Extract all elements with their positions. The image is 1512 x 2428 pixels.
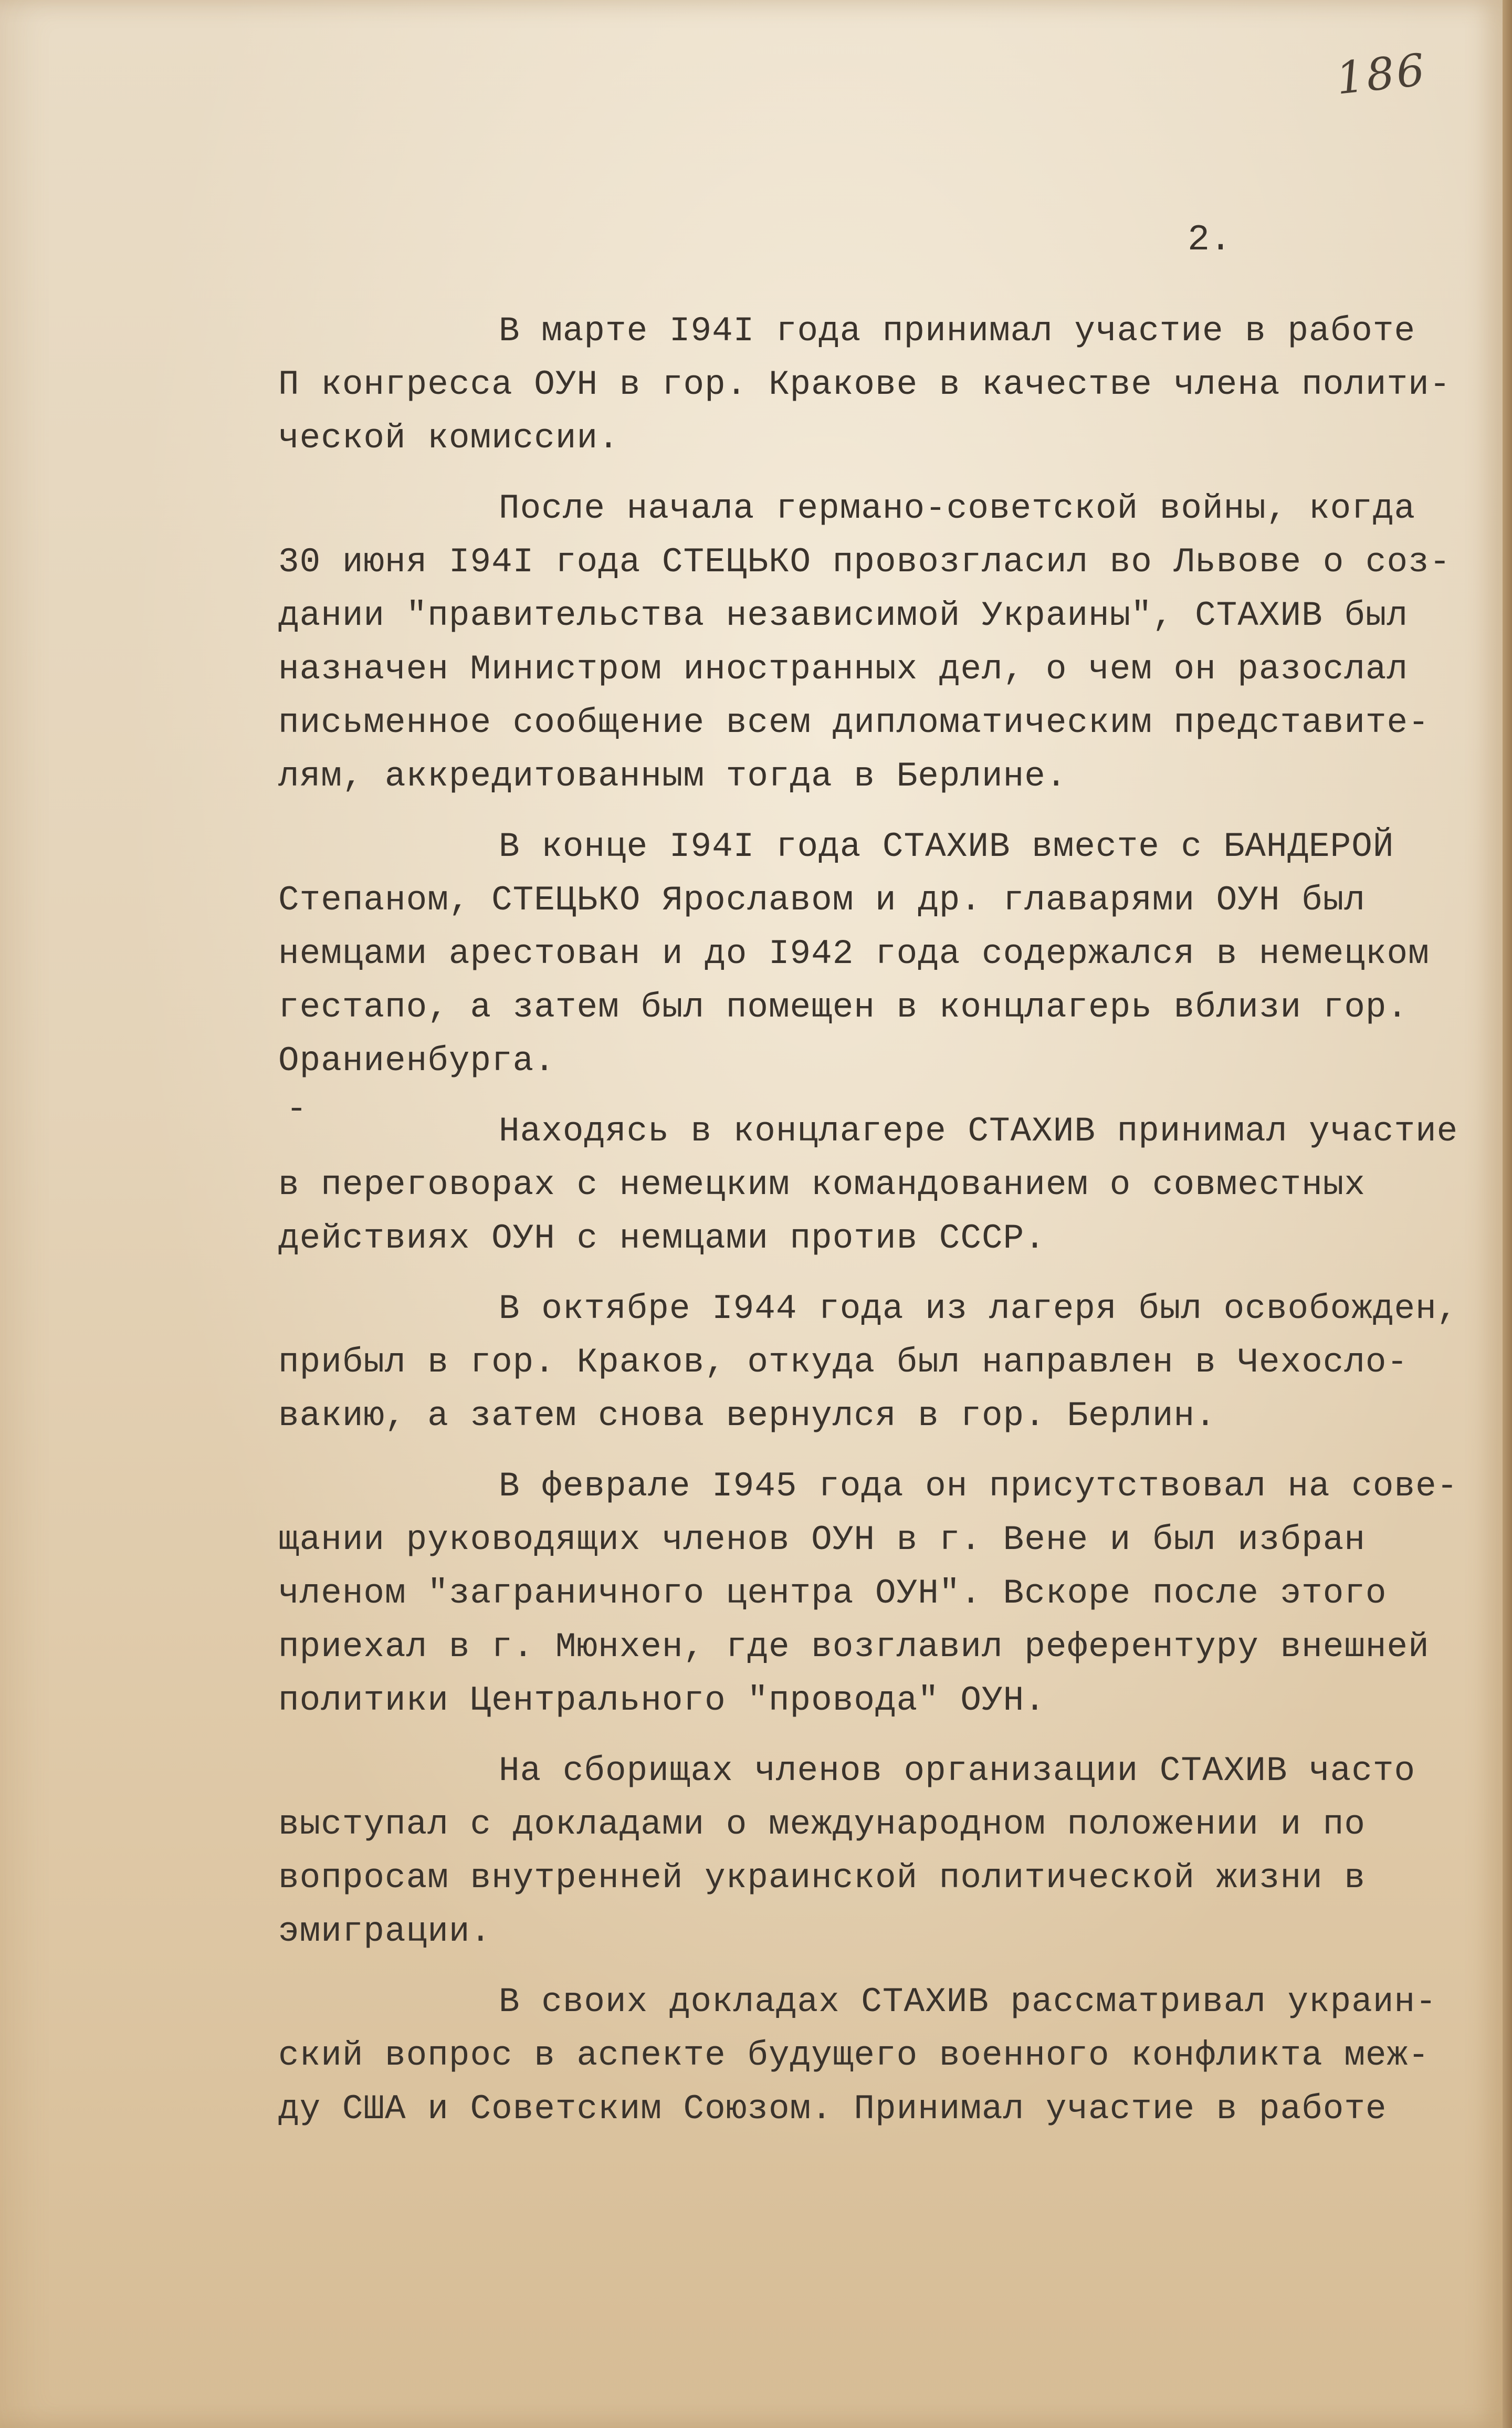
text-line: В феврале I945 года он присутствовал на сове- (499, 1467, 1458, 1506)
text-line: П конгресса ОУН в гор. Кракове в качестве члена полити- (278, 365, 1451, 404)
text-line: 30 июня I94I года СТЕЦЬКО провозгласил во Львове о соз- (278, 542, 1451, 582)
paragraph (278, 482, 1486, 803)
text-line: в переговорах с немецким командованием о совместных (278, 1165, 1366, 1205)
text-line: В своих докладах СТАХИВ рассматривал украин- (499, 1982, 1437, 2022)
paragraph (278, 1282, 1486, 1443)
paragraph (278, 1460, 1486, 1728)
text-line: В конце I94I года СТАХИВ вместе с БАНДЕРОЙ (499, 827, 1394, 866)
page-number: 2. (1188, 219, 1232, 261)
text-line: Находясь в концлагере СТАХИВ принимал участие (499, 1112, 1458, 1151)
text-line: В октябре I944 года из лагеря был освобожден, (499, 1289, 1458, 1328)
text-line: эмиграции. (278, 1912, 492, 1951)
text-line: В марте I94I года принимал участие в работе (499, 311, 1416, 351)
text-line: приехал в г. Мюнхен, где возглавил референтуру внешней (278, 1627, 1430, 1667)
text-line: вопросам внутренней украинской политической жизни в (278, 1858, 1366, 1898)
text-line: ду США и Советским Союзом. Принимал участие в работе (278, 2089, 1387, 2129)
text-line: Ораниенбурга. (278, 1041, 555, 1081)
text-line: гестапо, а затем был помещен в концлагерь вблизи гор. (278, 988, 1409, 1027)
text-line: ческой комиссии. (278, 418, 620, 458)
text-line: Степаном, СТЕЦЬКО Ярославом и др. главарями ОУН был (278, 881, 1366, 920)
text-line: назначен Министром иностранных дел, о чем он разослал (278, 650, 1409, 689)
text-line: членом "заграничного центра ОУН". Вскоре после этого (278, 1574, 1387, 1613)
text-line: На сборищах членов организации СТАХИВ часто (499, 1751, 1416, 1791)
margin-dash: - (286, 1090, 307, 1129)
paragraph (278, 1105, 1486, 1265)
document-body (278, 305, 1486, 2153)
paragraph (278, 1744, 1486, 1959)
paragraph (278, 305, 1486, 465)
text-line: дании "правительства независимой Украины", СТАХИВ был (278, 596, 1409, 635)
text-line: вакию, а затем снова вернулся в гор. Берлин. (278, 1396, 1216, 1436)
archive-number: 186 (1334, 44, 1429, 104)
text-line: После начала германо-советской войны, когда (499, 489, 1416, 528)
text-line: письменное сообщение всем дипломатическим представите- (278, 703, 1430, 742)
text-line: ский вопрос в аспекте будущего военного конфликта меж- (278, 2036, 1430, 2075)
paragraph (278, 1975, 1486, 2136)
text-line: щании руководящих членов ОУН в г. Вене и был избран (278, 1520, 1366, 1560)
text-line: действиях ОУН с немцами против СССР. (278, 1219, 1046, 1258)
paragraph (278, 820, 1486, 1088)
text-line: немцами арестован и до I942 года содержался в немецком (278, 934, 1430, 974)
text-line: политики Центрального "провода" ОУН. (278, 1681, 1046, 1720)
text-line: лям, аккредитованным тогда в Берлине. (278, 757, 1067, 796)
text-line: выступал с докладами о международном положении и по (278, 1805, 1366, 1844)
page-edge (1503, 0, 1512, 2428)
text-line: прибыл в гор. Краков, откуда был направлен в Чехосло- (278, 1343, 1409, 1382)
